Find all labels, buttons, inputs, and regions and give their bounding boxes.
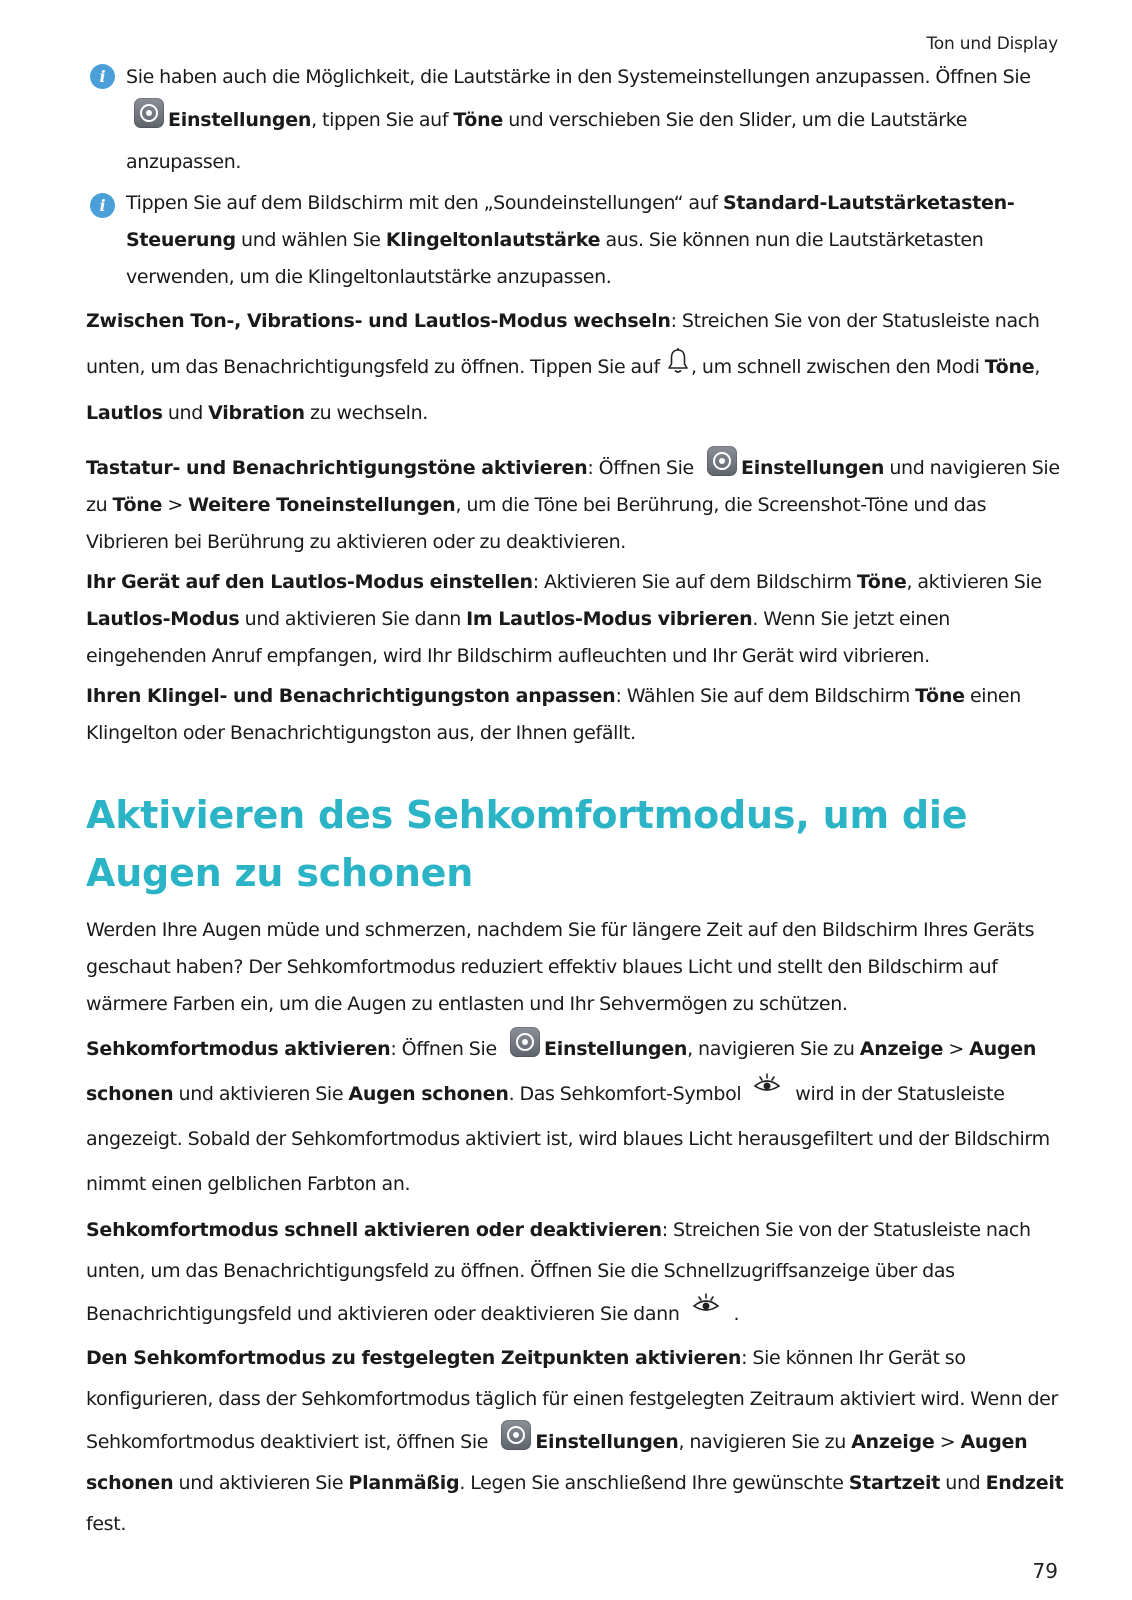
paragraph-scheduled xyxy=(86,1338,1071,1545)
eye-comfort-icon xyxy=(753,1072,781,1096)
bold-term: Planmäßig xyxy=(348,1472,460,1494)
text: , xyxy=(1034,356,1041,378)
bold-term: Töne xyxy=(856,571,907,593)
text: einen Klingelton oder Benachrichtigungston aus, der Ihnen gefällt. xyxy=(86,685,1021,744)
text: und navigieren Sie zu xyxy=(86,457,1060,516)
bold-term: Klingeltonlautstärke xyxy=(385,229,601,251)
bold-term: Einstellungen xyxy=(741,457,885,479)
text: und aktivieren Sie xyxy=(173,1083,349,1105)
paragraph-lead: Sehkomfortmodus schnell aktivieren oder deaktivieren xyxy=(86,1219,662,1241)
info-note xyxy=(86,185,1071,296)
paragraph-mode-switch xyxy=(86,298,1071,436)
text: und xyxy=(162,402,209,424)
settings-icon xyxy=(134,98,164,128)
text: . Wenn Sie jetzt einen eingehenden Anruf empfangen, wird Ihr Bildschirm aufleuchten und Ihr Gerät wird vibrieren. xyxy=(86,608,950,667)
bold-term: Töne xyxy=(112,494,163,516)
section-heading: Aktivieren des Sehkomfortmodus, um die Augen zu schonen xyxy=(86,793,968,895)
note-text xyxy=(126,185,1071,296)
bold-term: Vibration xyxy=(208,402,305,424)
paragraph-keyboard-tones xyxy=(86,446,1071,561)
text: : Aktivieren Sie auf dem Bildschirm xyxy=(532,571,857,593)
paragraph-lead: Tastatur- und Benachrichtigungstöne aktivieren xyxy=(86,457,588,479)
text: fest. xyxy=(86,1513,127,1535)
text: , navigieren Sie zu xyxy=(687,1038,860,1060)
bold-term: Lautlos-Modus xyxy=(86,608,240,630)
bold-term: Anzeige xyxy=(859,1038,944,1060)
text: . Das Sehkomfort-Symbol xyxy=(508,1083,742,1105)
bold-term: Töne xyxy=(915,685,965,707)
bold-term: Startzeit xyxy=(848,1472,941,1494)
text: und aktivieren Sie dann xyxy=(239,608,467,630)
bold-term: Endzeit xyxy=(985,1472,1064,1494)
note-text xyxy=(126,56,1071,183)
text: : Streichen Sie von der Statusleiste nach unten, um das Benachrichtigungsfeld zu öffnen. Tippen Sie auf xyxy=(86,310,1040,378)
text: > xyxy=(934,1431,961,1453)
bold-term: Töne xyxy=(453,109,504,131)
text: : Streichen Sie von der Statusleiste nach unten, um das Benachrichtigungsfeld zu öffnen. Öffnen Sie die Schnellzugriffsanzeige über das Benachrichtigungsfeld und aktivieren oder deaktivieren Sie dann xyxy=(86,1219,1031,1325)
text: : Wählen Sie auf dem Bildschirm xyxy=(615,685,916,707)
paragraph-quick-toggle xyxy=(86,1210,1071,1335)
info-note xyxy=(86,56,1071,183)
paragraph-ringtone xyxy=(86,678,1071,752)
bold-term: Weitere Toneinstellungen xyxy=(188,494,456,516)
text: , um schnell zwischen den Modi xyxy=(691,356,985,378)
text: > xyxy=(162,494,189,516)
bold-term: Lautlos xyxy=(86,402,163,424)
text: und wählen Sie xyxy=(235,229,386,251)
paragraph-lead: Zwischen Ton-, Vibrations- und Lautlos-Modus wechseln xyxy=(86,310,671,332)
text: Sie haben auch die Möglichkeit, die Lautstärke in den Systemeinstellungen anzupassen. Öffnen Sie xyxy=(126,66,1031,88)
paragraph-lead: Den Sehkomfortmodus zu festgelegten Zeitpunkten aktivieren xyxy=(86,1347,742,1369)
bold-term: Anzeige xyxy=(851,1431,935,1453)
bold-term: Im Lautlos-Modus vibrieren xyxy=(466,608,753,630)
text: aus. Sie können nun die Lautstärketasten verwenden, um die Klingeltonlautstärke anzupassen. xyxy=(126,229,984,288)
settings-icon xyxy=(501,1420,531,1450)
settings-icon xyxy=(707,446,737,476)
text: > xyxy=(943,1038,970,1060)
text: und aktivieren Sie xyxy=(173,1472,349,1494)
bold-term: Augen schonen xyxy=(86,1038,1037,1105)
text: und verschieben Sie den Slider, um die Lautstärke anzupassen. xyxy=(126,109,968,173)
text: : Sie können Ihr Gerät so konfigurieren, dass der Sehkomfortmodus täglich für einen festgelegten Zeitraum aktiviert wird. Wenn der Sehkomfortmodus deaktiviert ist, öffnen Sie xyxy=(86,1347,1058,1453)
text: Tippen Sie auf dem Bildschirm mit den „Soundeinstellungen“ auf xyxy=(126,192,723,214)
eye-comfort-icon xyxy=(692,1292,720,1316)
bold-term: Einstellungen xyxy=(168,109,312,131)
info-icon: i xyxy=(90,193,115,218)
text: zu wechseln. xyxy=(304,402,428,424)
text: , um die Töne bei Berührung, die Screenshot-Töne und das Vibrieren bei Berührung zu aktivieren oder zu deaktivieren. xyxy=(86,494,987,553)
page-content xyxy=(86,62,1071,1548)
paragraph-eye-comfort xyxy=(86,1027,1071,1207)
bold-term: Augen schonen xyxy=(86,1431,1028,1494)
text: wird in der Statusleiste angezeigt. Sobald der Sehkomfortmodus aktiviert ist, wird blaues Licht herausgefiltert und der Bildschirm nimmt einen gelblichen Farbton an. xyxy=(86,1083,1050,1195)
text: : Öffnen Sie xyxy=(587,457,700,479)
section-intro: Werden Ihre Augen müde und schmerzen, nachdem Sie für längere Zeit auf den Bildschirm Ihres Geräts geschaut haben? Der Sehkomfortmodus reduziert effektiv blaues Licht und stellt den Bildschirm auf wärmere Farben ein, um die Augen zu entlasten und Ihr Sehvermögen zu schützen. xyxy=(86,919,1035,1015)
bold-term: Einstellungen xyxy=(543,1038,688,1060)
running-header: Ton und Display xyxy=(926,34,1058,54)
text: , aktivieren Sie xyxy=(906,571,1042,593)
text: und xyxy=(940,1472,986,1494)
paragraph-lead: Ihr Gerät auf den Lautlos-Modus einstellen xyxy=(86,571,533,593)
text: , navigieren Sie zu xyxy=(678,1431,852,1453)
bold-term: Einstellungen xyxy=(535,1431,679,1453)
bell-icon xyxy=(667,347,689,375)
text: . Legen Sie anschließend Ihre gewünschte xyxy=(459,1472,849,1494)
page-number: 79 xyxy=(1032,1559,1058,1583)
paragraph-silent-mode xyxy=(86,564,1071,675)
bold-term: Töne xyxy=(984,356,1035,378)
paragraph-lead: Ihren Klingel- und Benachrichtigungston anpassen xyxy=(86,685,616,707)
text: . xyxy=(733,1303,740,1325)
paragraph-lead: Sehkomfortmodus aktivieren xyxy=(86,1038,391,1060)
settings-icon xyxy=(510,1027,540,1057)
bold-term: Standard-Lautstärketasten-Steuerung xyxy=(126,192,1015,251)
bold-term: Augen schonen xyxy=(348,1083,509,1105)
text: : Öffnen Sie xyxy=(390,1038,502,1060)
text: , tippen Sie auf xyxy=(311,109,454,131)
info-icon: i xyxy=(90,64,115,89)
